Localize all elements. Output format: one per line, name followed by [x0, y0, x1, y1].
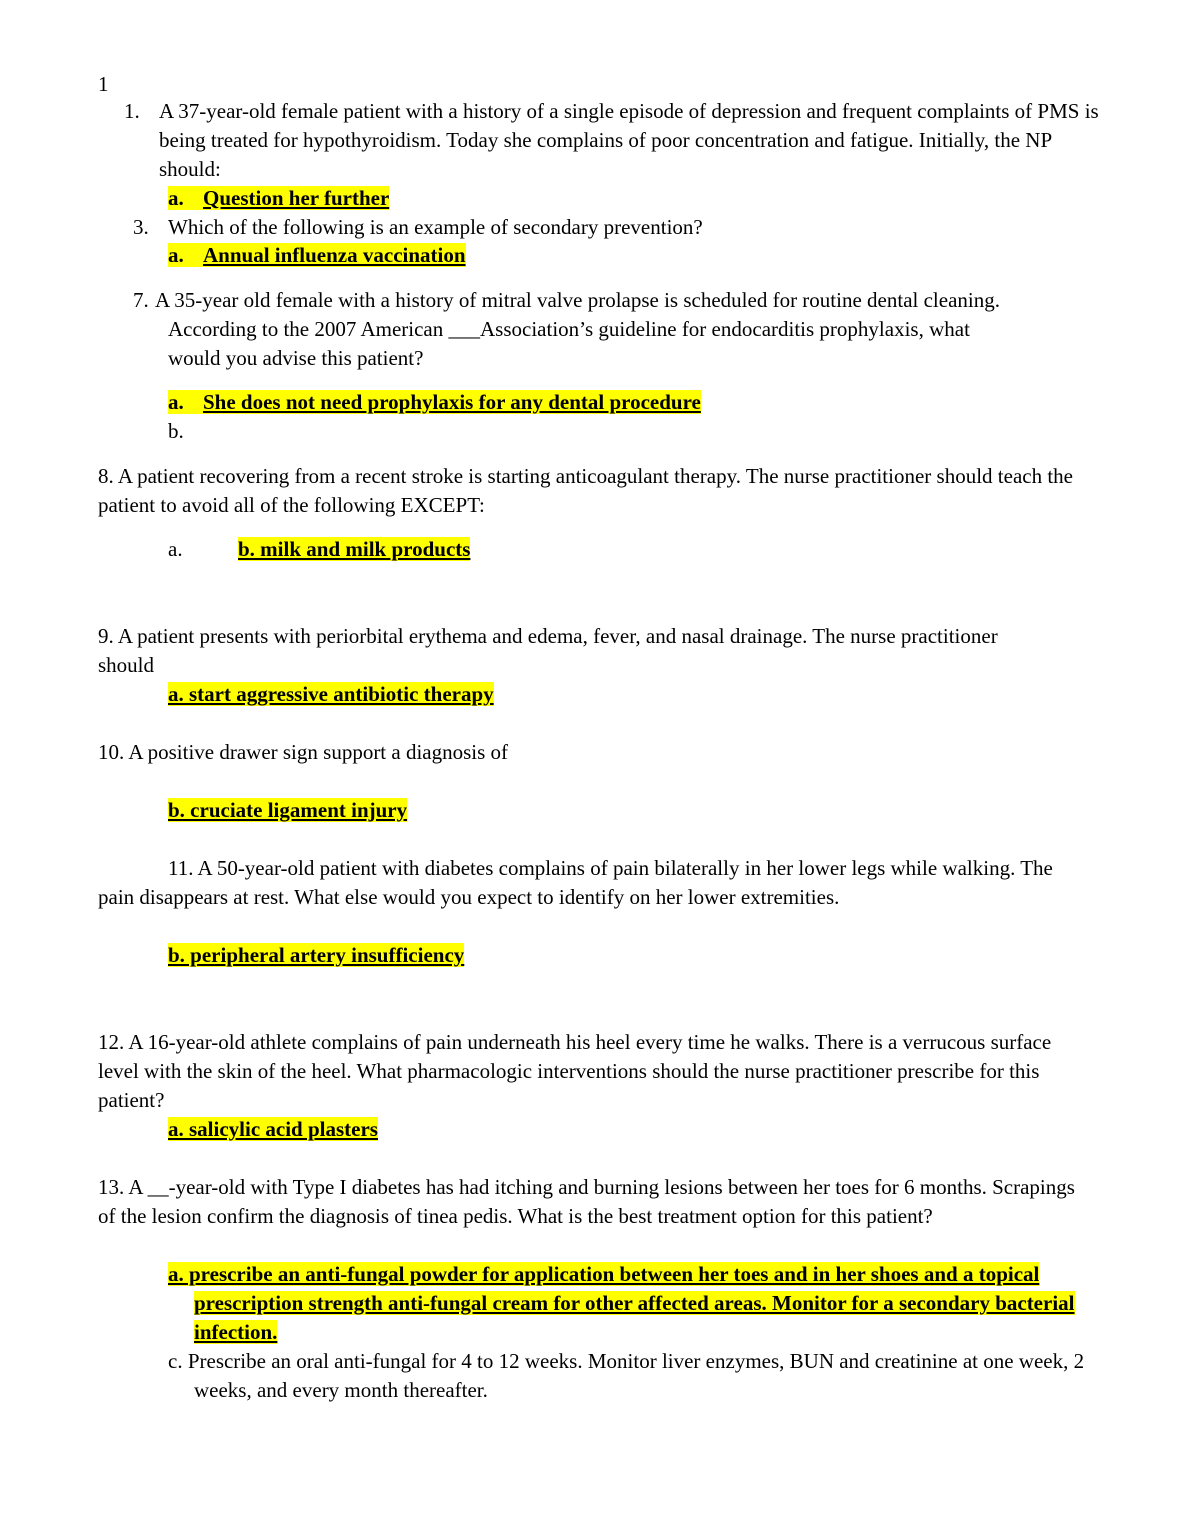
question-1 — [124, 97, 1104, 184]
question-12: 12. A 16-year-old athlete complains of pain underneath his heel every time he walks. There is a verrucous surface level with the skin of the heel. What pharmacologic interventions should the nurse practitioner prescribe for this patient? — [98, 1030, 1052, 1112]
answer-highlight: b. milk and milk products — [238, 537, 471, 561]
question-text: A 35-year old female with a history of mitral valve prolapse is scheduled for routine dental cleaning. According to the 2007 American ___Association’s guideline for endocarditis prophylaxis, what would you advise this patient? — [155, 288, 1000, 370]
answer-7 — [168, 388, 701, 417]
answer-highlight: a. Question her further — [168, 186, 390, 210]
answer-highlight: a. start aggressive antibiotic therapy — [168, 682, 494, 706]
answer-1 — [168, 184, 389, 213]
answer-highlight: b. peripheral artery insufficiency — [168, 943, 465, 967]
answer-highlight: a. prescribe an anti-fungal powder for application between her toes and in her shoes and a topical prescription strength anti-fungal cream for other affected areas. Monitor for a secondary bacterial infection. — [168, 1262, 1075, 1344]
answer-9 — [168, 680, 494, 709]
answer-11 — [168, 941, 464, 970]
question-8: 8. A patient recovering from a recent stroke is starting anticoagulant therapy. The nurse practitioner should teach the patient to avoid all of the following EXCEPT: — [98, 464, 1074, 517]
option-c-13: c. Prescribe an oral anti-fungal for 4 to 12 weeks. Monitor liver enzymes, BUN and creatinine at one week, 2 weeks, and every month thereafter. — [168, 1349, 1085, 1402]
question-number: 3. — [133, 215, 149, 239]
answer-highlight: b. cruciate ligament injury — [168, 798, 408, 822]
answer-10 — [168, 796, 407, 825]
answer-12 — [168, 1115, 378, 1144]
question-number: 1. — [124, 99, 140, 123]
question-text: Which of the following is an example of secondary prevention? — [168, 215, 703, 239]
answer-8 — [168, 535, 470, 564]
answer-highlight: a. She does not need prophylaxis for any dental procedure — [168, 390, 701, 414]
question-13: 13. A __-year-old with Type I diabetes has had itching and burning lesions between her toes for 6 months. Scrapings of the lesion confirm the diagnosis of tinea pedis. What is the best treatment option for this patient? — [98, 1175, 1075, 1228]
answer-highlight: a. salicylic acid plasters — [168, 1117, 378, 1141]
question-7 — [133, 286, 1023, 373]
question-9: 9. A patient presents with periorbital erythema and edema, fever, and nasal drainage. The nurse practitioner should — [98, 624, 998, 677]
option-b-label: b. — [168, 419, 184, 443]
question-10: 10. A positive drawer sign support a diagnosis of — [98, 740, 509, 764]
question-11: 11. A 50-year-old patient with diabetes complains of pain bilaterally in her lower legs while walking. The pain disappears at rest. What else would you expect to identify on her lower extremities. — [98, 856, 1053, 909]
answer-highlight: a. Annual influenza vaccination — [168, 243, 466, 267]
answer-3 — [168, 241, 466, 270]
question-number: 7. — [133, 288, 149, 312]
page-number: 1 — [98, 72, 109, 96]
question-3 — [133, 213, 1113, 242]
answer-label: a. — [168, 537, 183, 561]
question-text: A 37-year-old female patient with a history of a single episode of depression and frequent complaints of PMS is being treated for hypothyroidism. Today she complains of poor concentration and fatigue. Initially, the NP should: — [159, 99, 1099, 181]
answer-13 — [168, 1260, 1114, 1347]
